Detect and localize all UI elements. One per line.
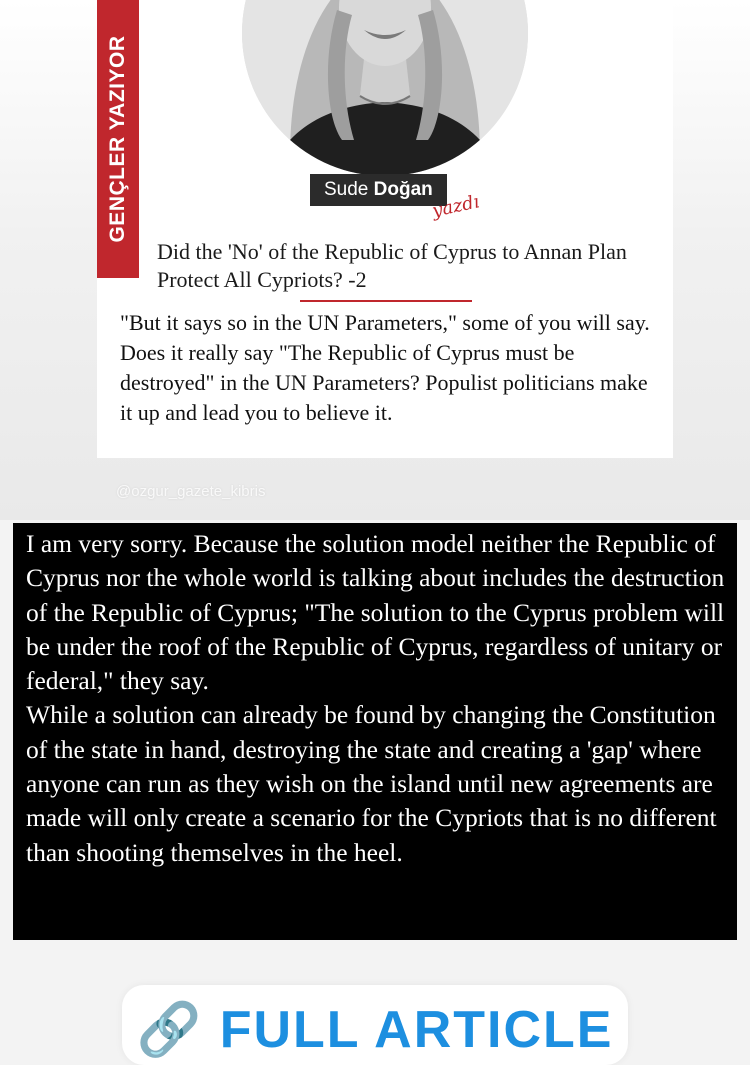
full-article-label: 🔗 FULL ARTICLE bbox=[136, 1001, 614, 1059]
section-banner bbox=[97, 0, 139, 278]
author-name-tag bbox=[310, 174, 447, 206]
body-text-box bbox=[13, 523, 737, 940]
article-lead: "But it says so in the UN Parameters," some of you will say. Does it really say "The Republic of Cyprus must be destroyed" in the UN Parameters? Populist politicians make it up and lead you to believe it. bbox=[120, 310, 650, 425]
body-text bbox=[26, 527, 732, 870]
source-watermark: @ozgur_gazete_kibris bbox=[116, 483, 266, 500]
full-article-button[interactable] bbox=[122, 985, 628, 1065]
author-last-name: Doğan bbox=[373, 179, 433, 200]
title-divider bbox=[300, 300, 472, 302]
author-first-name: Sude bbox=[324, 179, 369, 200]
article-title: Did the 'No' of the Republic of Cyprus to Annan Plan Protect All Cypriots? -2 bbox=[157, 239, 627, 292]
author-signature: yazdı bbox=[430, 191, 482, 222]
body-paragraph-1: I am very sorry. Because the solution model neither the Republic of Cyprus nor the whole world is talking about includes the destruction of the Republic of Cyprus; "The solution to the Cyprus problem will be under the roof of the Republic of Cyprus, regardless of unitary or federal," they say. bbox=[26, 529, 725, 696]
section-banner-label: GENÇLER YAZIYOR bbox=[106, 35, 129, 243]
body-paragraph-2: While a solution can already be found by changing the Constitution of the state in hand, destroying the state and creating a 'gap' where anyone can run as they wish on the island until new agreements are made will only create a scenario for the Cypriots that is no different than shooting themselves in the heel. bbox=[26, 700, 717, 867]
